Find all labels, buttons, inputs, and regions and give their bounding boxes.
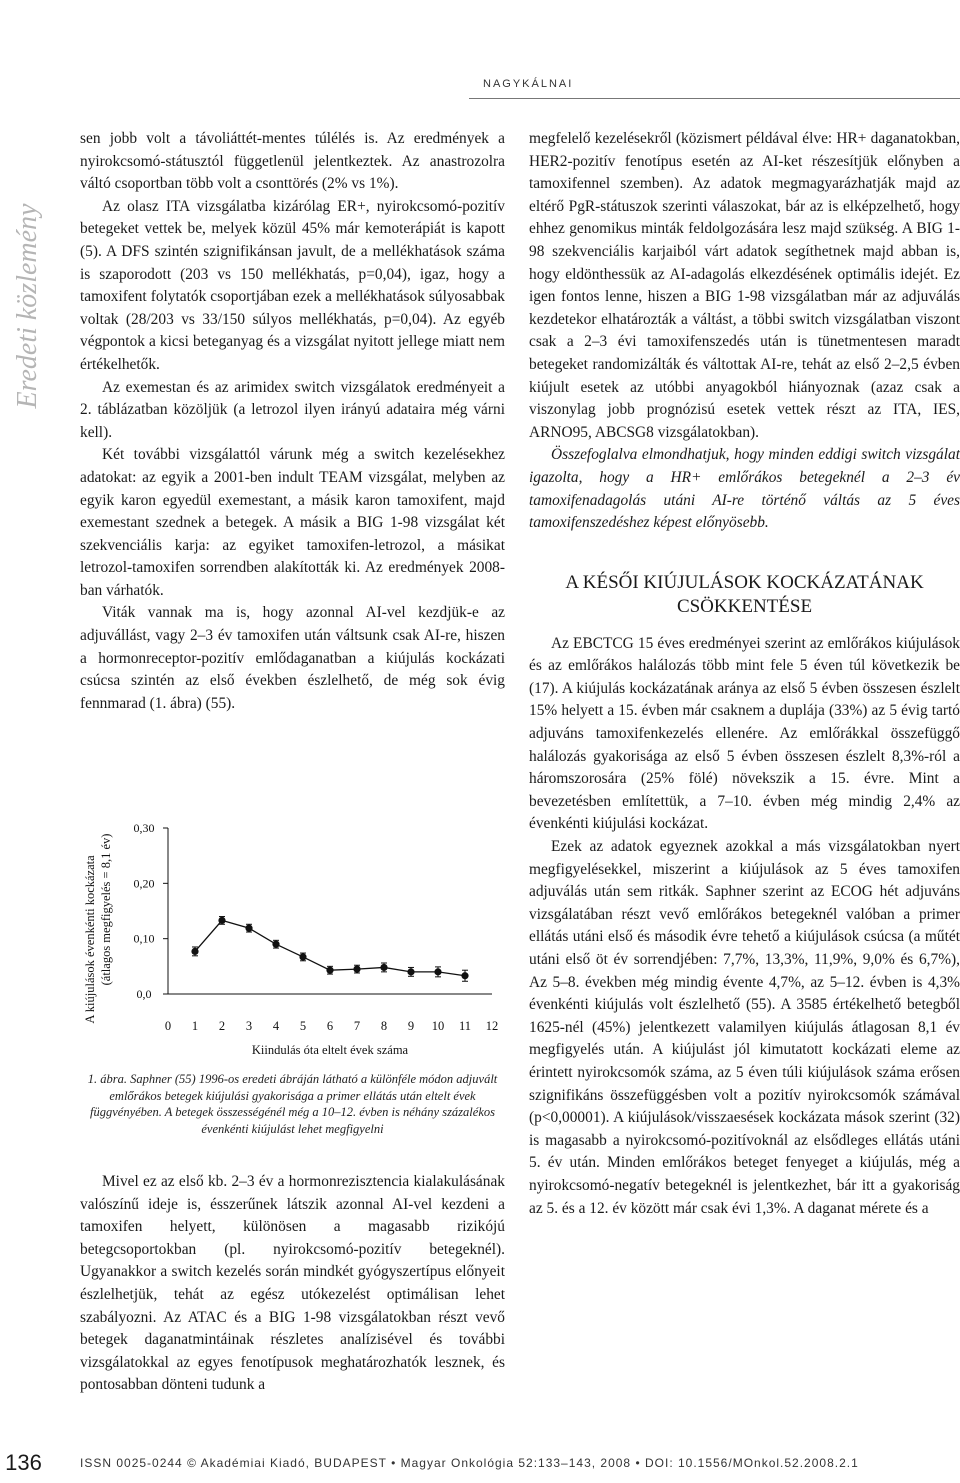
line-chart bbox=[80, 806, 505, 1066]
paragraph: Az exemestan és az arimidex switch vizsgálatok eredményeit a 2. táblázatban közöljük (a letrozol ilyen irányú adataira még várni kell). bbox=[80, 378, 505, 441]
page-number: 136 bbox=[5, 1450, 42, 1475]
caption-label: 1. ábra. bbox=[87, 1072, 127, 1086]
paragraph: Mivel ez az első kb. 2–3 év a hormonrezisztencia kialakulásának valószínű ideje is, ésszerűnek látszik azonnal AI-vel kezdeni a tamoxifen helyett, különösen a magasabb rizikójú betegcsoportokban (pl. nyirokcsomó-pozitív betegeknél). Ugyanakkor a switch kezelés során mindkét gyógyszertípus előnyeit észlelhetjük, tehát az egész utókezelést optimálisan lehet szabályozni. Az ATAC és a BIG 1-98 vizsgálatokban részt vevő betegek daganatmintáinak részletes analízisével és további vizsgálatokkal az egyes fenotípusok meghatározhatók lesznek, és pontosabban dönteni tudunk a bbox=[80, 1173, 505, 1394]
left-column-top bbox=[80, 128, 505, 715]
data-point bbox=[326, 967, 333, 974]
data-point bbox=[191, 948, 198, 955]
paragraph: Az EBCTCG 15 éves eredményei szerint az emlőrákos kiújulások és az emlőrákos halálozás több mint fele 5 éven túl következik be (17). A kiújulás kockázatának aránya az első 5 évben összesen észlelt 15% helyett a 15. évben már csaknem a duplája (33%) az 5 évig tartó adjuváns tamoxifenkezelés ellenére. Az emlőrákkal összefüggő halálozás gyakorisága az első 5 évben összesen észlelt 8,3%-ról a háromszorosára (25% fölé) növekszik a 15. évre. Mint a bevezetésben említettük, a 7–10. évben még mindig 2,4% az évenkénti kiújulási kockázat. bbox=[529, 634, 960, 833]
x-tick-label: 11 bbox=[458, 1019, 472, 1033]
running-header bbox=[0, 0, 960, 100]
x-tick-label: 1 bbox=[191, 1019, 199, 1033]
side-section-label-text: Eredeti közlemény bbox=[12, 203, 43, 409]
page-footer bbox=[0, 1440, 960, 1483]
x-axis-label: Kiindulás óta eltelt évek száma bbox=[251, 1043, 409, 1057]
data-point bbox=[434, 968, 441, 975]
data-point bbox=[299, 953, 306, 960]
paragraph: Az olasz ITA vizsgálatba kizárólag ER+, nyirokcsomó-pozitív betegeket vettek be, melyek közül 45% már kemoterápiát is kapott (5). A DFS szintén szignifikánsan javult, de a mellékhatások száma is szaporodott (203 vs 150 mellékhatás, p=0,04), igaz, hogy a tamoxifent folytatók csoportjában ezek a mellékhatások súlyosabbak voltak (28/203 vs 33/150 súlyos mellékhatás, p=0,04). Az egyéb végpontok a kicsi beteganyag és a vizsgálat nyitott jellege miatt nem értékelhetők. bbox=[80, 197, 505, 373]
side-section-label bbox=[10, 136, 46, 476]
x-tick-label: 6 bbox=[326, 1019, 334, 1033]
data-point bbox=[380, 964, 387, 971]
y-tick-label: 0,10 bbox=[133, 931, 155, 946]
x-tick-label: 2 bbox=[218, 1019, 226, 1033]
caption-text: Saphner (55) 1996-os eredeti ábráján látható a különféle módon adjuvált emlőrákos betegek kiújulási gyakorisága a primer ellátás után eltelt évek függvényében. A betegek összességénél még a 10–12. évben is néhány százalékos évenkénti kiújulást lehet megfigyelni bbox=[90, 1072, 498, 1136]
data-point bbox=[407, 968, 414, 975]
y-tick-label: 0,0 bbox=[136, 987, 152, 1001]
data-point bbox=[218, 917, 225, 924]
paragraph: Viták vannak ma is, hogy azonnal AI-vel kezdjük-e az adjuvállást, vagy 2–3 év tamoxifen után váltsunk csak AI-re, hiszen a hormonreceptor-pozitív emlődaganatban a kiújulás kockázati csúcsa szintén az első években észlelhető, de még sok évig fennmarad (1. ábra) (55). bbox=[80, 604, 505, 712]
paragraph: Ezek az adatok egyeznek azokkal a más vizsgálatokban nyert megfigyelésekkel, miszerint a kiújulások az 5 éves tamoxifen adjuválás után sem ritkák. Saphner szerint az ECOG hét adjuváns vizsgálatában részt vevő emlőrákos betegeknél valóban a primer ellátás utáni első és második évre tehető a kiújulások csúcsa (a műtét utáni első öt év sorrendjében: 7,7%, 13,3%, 11,9%, 9,0% és 6,7%), Az 5–8. években még mindig évente 4,7%, az 5–12. évben is 4,3% évenkénti kiújulás volt észlelhető (55). A 3585 értékelhető betegből 1625-nél (45%) jelentkezett valamilyen kiújulás átlagosan 8,1 év megfigyelés után. A kiújulást jól kimutatott kockázati eleme az érintett nyirokcsomók száma, az 5 éven túli kiújulások száma erősen szignifikáns összefüggésben volt a pozitív nyirokcsomók számával (p<0,00001). A kiújulások/visszaesések kockázata mások szerint (32) is magasabb a nyirokcsomó-pozitívoknál az elsődleges ellátás utáni 5. év után. Minden emlőrákos beteget fenyeget a kiújulás, még a nyirokcsomó-negatív betegeknél is jelentkezhet, bár itt a gyakoriság az 5. és a 12. év között már csak évi 1,3%. A daganat mérete és a bbox=[529, 838, 960, 1217]
data-point bbox=[461, 972, 468, 979]
paragraph: Összefoglalva elmondhatjuk, hogy minden eddigi switch vizsgálat igazolta, hogy a HR+ emlőrákos betegeknél a 2–3 év tamoxifenadagolás utáni AI-re történő váltás az 5 éves tamoxifenszedéshez képest előnyösebb. bbox=[529, 446, 960, 532]
left-column-bottom bbox=[80, 1171, 505, 1397]
x-tick-label: 0 bbox=[164, 1019, 172, 1033]
x-tick-label: 8 bbox=[380, 1019, 388, 1033]
y-tick-label: 0,20 bbox=[133, 876, 155, 891]
y-tick-label: 0,30 bbox=[133, 821, 155, 835]
paragraph: megfelelő kezelésekről (közismert példával élve: HR+ daganatokban, HER2-pozitív fenotípus esetén az AI-ket részesítjük előnyben a tamoxifennel szemben). Az adatok megmagyarázhatják majd az eltérő PgR-státuszok szerinti válaszokat, bár az is elképzelhető, hogy ehhez genomikus minták feldolgozására lesz majd szükség. A BIG 1-98 szekvenciális karjaiból várt adatok segíthetnek majd abban is, hogy eldönthessük az AI-adagolás elkezdésének optimális idejét. Ez igen fontos lenne, hiszen a BIG 1-98 vizsgálatban már az adjuválás kezdetekor elhatározták a váltást, a többi switch vizsgálatban viszont csak a 2–3 évi tamoxifenszedés után is tünetmentesen maradt betegeket randomizálták és váltottak AI-re, tehát az első 2–2,5 évben kiújult esetek az utóbbi anyagokból hiányoznak (azaz csak a viszonylag jobb prognózisú esetek vettek részt az ITA, IES, ARNO95, ABCSG8 vizsgálatokban). bbox=[529, 130, 960, 441]
x-tick-label: 4 bbox=[272, 1019, 280, 1033]
header-rule bbox=[469, 98, 960, 99]
y-axis-label: A kiújulások évenkénti kockázata bbox=[83, 855, 97, 1024]
figure-caption bbox=[80, 1071, 505, 1137]
x-tick-label: 9 bbox=[407, 1019, 415, 1033]
header-section-label: NAGYKÁLNAI bbox=[483, 78, 574, 90]
section-heading: A KÉSŐI KIÚJULÁSOK KOCKÁZATÁNAK CSÖKKENTÉSE bbox=[565, 571, 924, 617]
data-point bbox=[245, 925, 252, 932]
right-column bbox=[529, 128, 960, 1220]
data-point bbox=[353, 966, 360, 973]
figure-1 bbox=[80, 806, 505, 1066]
right-column-bottom bbox=[529, 633, 960, 1220]
x-tick-label: 10 bbox=[431, 1019, 445, 1033]
data-point bbox=[272, 941, 279, 948]
paragraph: sen jobb volt a távoliáttét-mentes túlélés is. Az eredmények a nyirokcsomó-státusztól függetlenül jelentkeztek. Az anastrozolra váltó csoportban több volt a csonttörés (2% vs 1%). bbox=[80, 130, 505, 193]
y-axis-label-secondary: (átlagos megfigyelés = 8,1 év) bbox=[99, 833, 113, 986]
paragraph: Két további vizsgálattól várunk még a switch kezelésekhez adatokat: az egyik a 2001-ben indult TEAM vizsgálat, melyben az egyik karon egyedül exemestant, a másik karon tamoxifent, majd exemestant szednek a betegek. A másik a BIG 1-98 vizsgálat két szekvenciális karja: az egyiket tamoxifen-letrozol, a másikat letrozol-tamoxifen sorrendben alakították ki. Az eredmények 2008-ban várhatók. bbox=[80, 446, 505, 599]
x-tick-label: 12 bbox=[485, 1019, 499, 1033]
x-tick-label: 3 bbox=[245, 1019, 253, 1033]
right-column-top bbox=[529, 128, 960, 535]
x-tick-label: 7 bbox=[353, 1019, 361, 1033]
x-tick-label: 5 bbox=[299, 1019, 307, 1033]
footer-citation: ISSN 0025-0244 © Akadémiai Kiadó, BUDAPEST • Magyar Onkológia 52:133–143, 2008 • DOI: 10.1556/MOnkol.52.2008.2.1 bbox=[80, 1456, 859, 1470]
